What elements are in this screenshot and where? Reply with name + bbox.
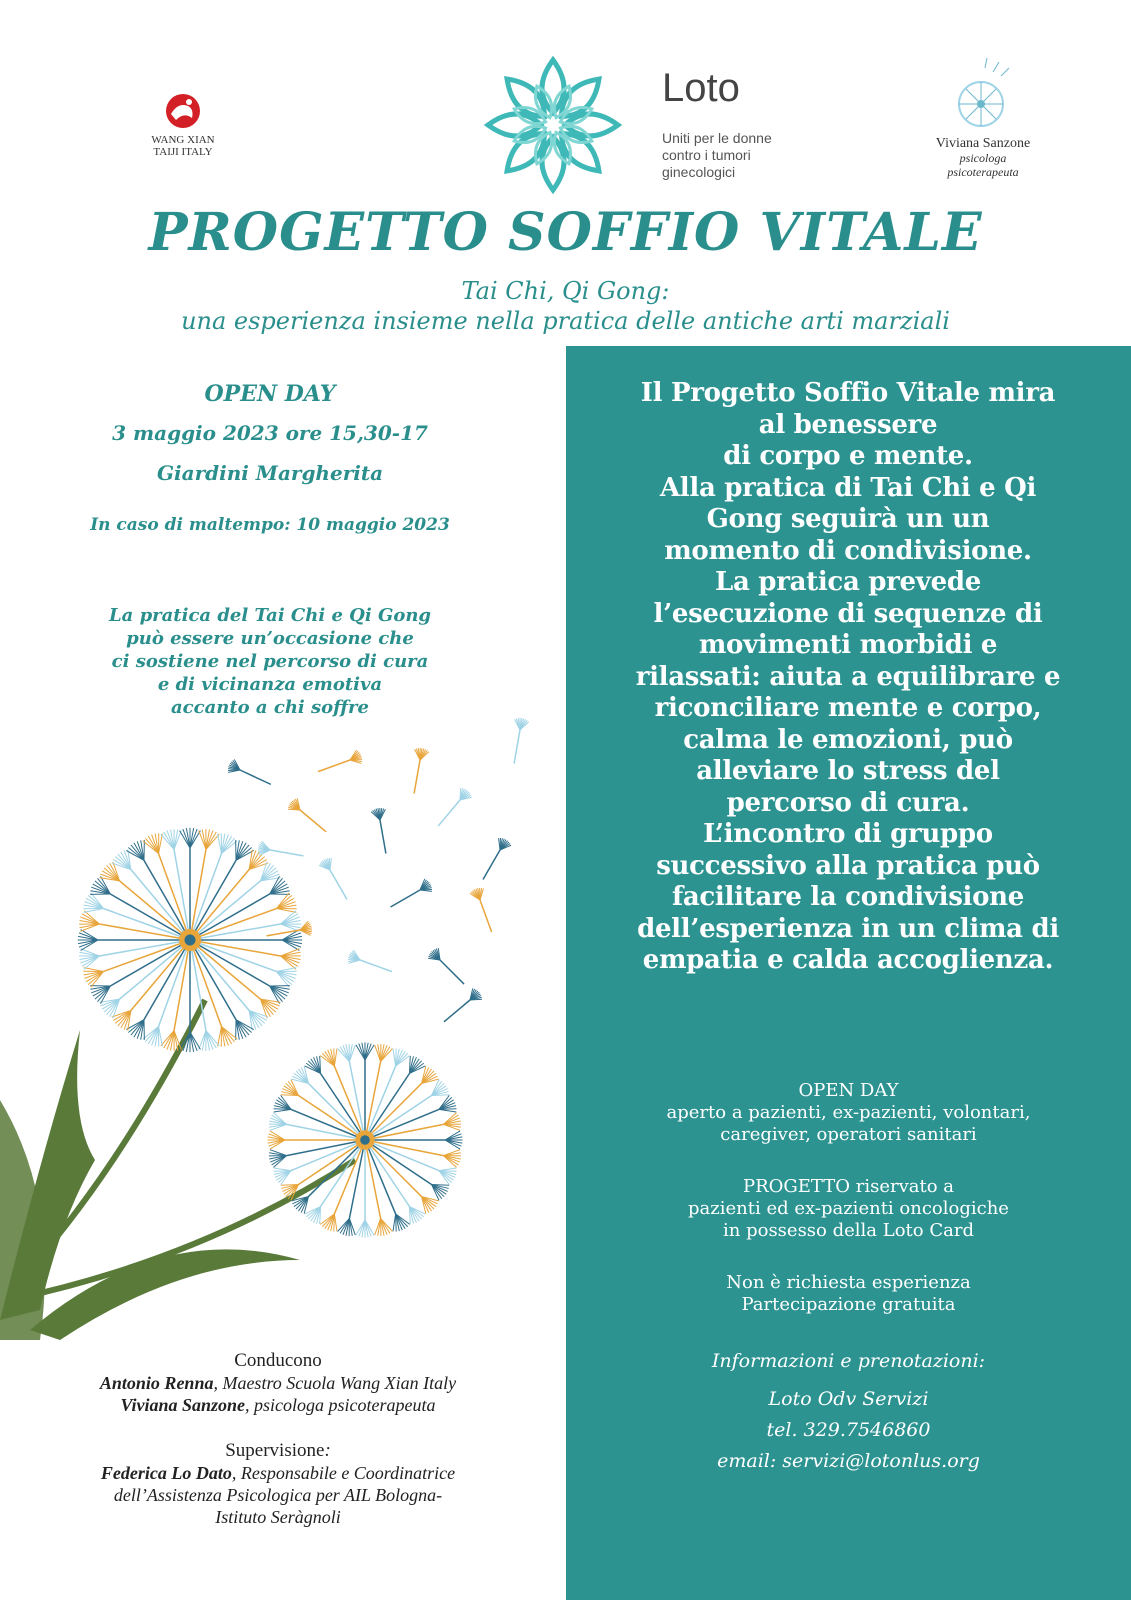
supervisor-line (18, 1462, 538, 1484)
loto-title: Loto (662, 66, 740, 110)
loto-flower-icon (478, 50, 628, 200)
credits-block (18, 1350, 538, 1528)
open-day-date: 3 maggio 2023 ore 15,30-17 (112, 421, 428, 445)
supervision-colon: : (324, 1440, 331, 1461)
participation-notes (576, 1272, 1121, 1316)
contact-heading: Informazioni e prenotazioni: (711, 1350, 986, 1372)
supervisor-role: , Responsabile e Coordinatrice (231, 1463, 456, 1483)
project-eligibility-line1: PROGETTO riservato a (742, 1176, 955, 1197)
dandelion-icon (953, 56, 1013, 134)
description-line: successivo alla pratica può (656, 850, 1040, 881)
supervisor-line2 (18, 1484, 538, 1506)
project-eligibility-line2: pazienti ed ex-pazienti oncologiche (688, 1198, 1009, 1219)
dandelion-illustration (0, 700, 560, 1340)
description-line: Il Progetto Soffio Vitale mira (640, 378, 1056, 408)
project-description (588, 378, 1108, 977)
supervision-label: Supervisione (225, 1440, 325, 1461)
description-line: l’esecuzione di sequenze di (653, 598, 1043, 629)
description-line: rilassati: aiuta a equilibrare e (635, 661, 1061, 692)
lead1-name: Antonio Renna (99, 1373, 214, 1393)
description-line: dell’esperienza in un clima di (637, 913, 1059, 944)
contact-org: Loto Odv Servizi (768, 1388, 929, 1410)
description-line: calma le emozioni, può (683, 724, 1013, 755)
lead2-line (18, 1394, 538, 1416)
note-experience: Non è richiesta esperienza (726, 1272, 971, 1293)
description-line: La pratica prevede (715, 567, 981, 597)
description-line: momento di condivisione. (664, 535, 1032, 566)
description-line: riconciliare mente e corpo, (654, 693, 1042, 723)
contact-phone: tel. 329.7546860 (766, 1419, 931, 1441)
openday-audience-line2: caregiver, operatori sanitari (720, 1124, 977, 1145)
note-free: Partecipazione gratuita (741, 1294, 956, 1315)
lead1-line (18, 1372, 538, 1394)
description-line: al benessere (758, 409, 938, 440)
wang-xian-logo (128, 92, 238, 158)
loto-subtitle-line: Uniti per le donne (662, 130, 772, 146)
description-line: empatia e calda accoglienza. (642, 945, 1054, 975)
lead2-role: , psicologa psicoterapeuta (245, 1395, 436, 1415)
openday-audience (576, 1080, 1121, 1146)
open-day-bad-weather: In caso di maltempo: 10 maggio 2023 (90, 515, 450, 535)
subtitle-line2: una esperienza insieme nella pratica delle antiche arti marziali (181, 307, 950, 335)
openday-audience-line1: aperto a pazienti, ex-pazienti, volontari, (666, 1102, 1031, 1123)
loto-subtitle-line: contro i tumori (662, 147, 751, 163)
quote-line: accanto a chi soffre (171, 697, 369, 718)
supervisor-line3 (18, 1506, 538, 1528)
supervisor-org: dell’Assistenza Psicologica per AIL Bologna- (113, 1485, 443, 1505)
description-line: facilitare la condivisione (671, 882, 1025, 912)
description-line: di corpo e mente. (723, 441, 973, 471)
lead2-name: Viviana Sanzone (120, 1395, 246, 1415)
page-subtitle (0, 276, 1131, 336)
project-eligibility (576, 1176, 1121, 1242)
panel-info (576, 1080, 1121, 1477)
project-eligibility-line3: in possesso della Loto Card (723, 1220, 974, 1241)
supervisor-institute: Istituto Seràgnoli (215, 1507, 341, 1527)
quote-line: può essere un’occasione che (126, 628, 414, 649)
lead1-role: , Maestro Scuola Wang Xian Italy (213, 1373, 457, 1393)
viviana-role-line2: psicoterapeuta (947, 165, 1019, 179)
contact-email: email: servizi@lotonlus.org (717, 1450, 980, 1472)
quote-line: e di vicinanza emotiva (157, 674, 383, 695)
loto-subtitle (662, 130, 832, 181)
description-line: movimenti morbidi e (698, 630, 998, 660)
description-line: L’incontro di gruppo (703, 819, 993, 849)
openday-audience-heading: OPEN DAY (798, 1080, 899, 1101)
description-line: Alla pratica di Tai Chi e Qi (659, 472, 1037, 503)
subtitle-line1: Tai Chi, Qi Gong: (461, 277, 670, 305)
description-line: Gong seguirà un un (706, 504, 990, 534)
viviana-role-line1: psicologa (959, 151, 1007, 165)
description-line: percorso di cura. (726, 787, 970, 818)
open-day-block (60, 376, 480, 540)
description-line: alleviare lo stress del (696, 756, 1000, 786)
open-day-heading: OPEN DAY (204, 381, 336, 407)
quote-line: ci sostiene nel percorso di cura (111, 651, 429, 672)
wang-xian-emblem-icon (164, 92, 202, 130)
loto-subtitle-line: ginecologici (662, 164, 736, 180)
supervision-heading (18, 1440, 538, 1462)
viviana-name: Viviana Sanzone (935, 136, 1031, 151)
info-panel (566, 346, 1131, 1600)
wang-xian-name-line1: WANG XIAN (151, 134, 215, 146)
supervisor-name: Federica Lo Dato (100, 1463, 232, 1483)
viviana-sanzone-logo (918, 56, 1048, 179)
quote-line: La pratica del Tai Chi e Qi Gong (108, 605, 431, 626)
wang-xian-name-line2: TAIJI ITALY (153, 146, 213, 158)
open-day-place: Giardini Margherita (156, 461, 384, 485)
page-title: PROGETTO SOFFIO VITALE (148, 202, 983, 263)
conducono-heading: Conducono (234, 1350, 322, 1371)
